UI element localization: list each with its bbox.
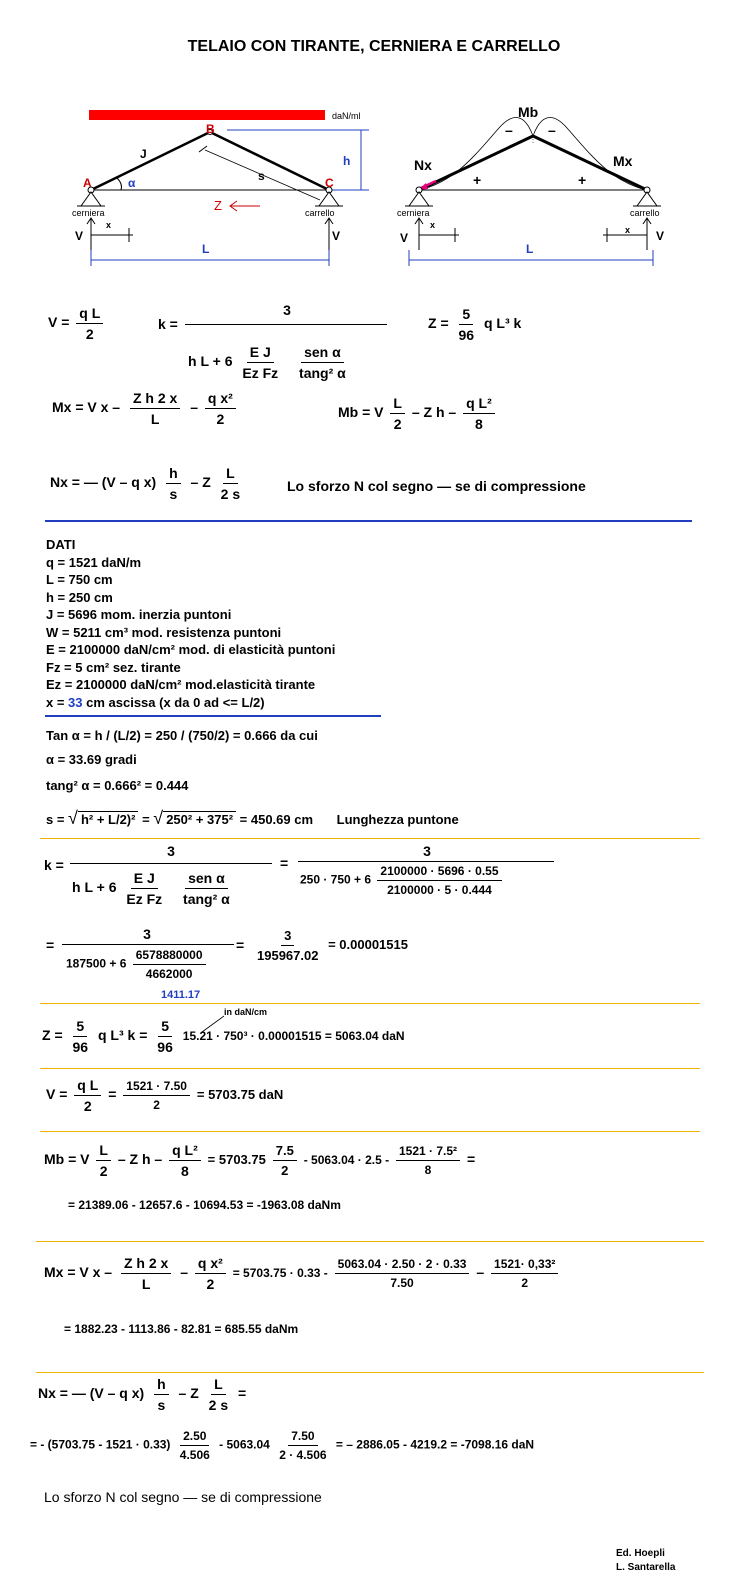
mb-calc: Mb = V $\frac{L}{2}$ – Z h – $\frac{\text{q L²}}{8}$ = 5703.75 $\frac{7.5}{2}$ - 5063.04 · 2.5 - $\frac{\text{1521 · 7.5²}}{8}$ = — [44, 1142, 476, 1179]
nx-calc-v-f1n: 2.50 — [180, 1429, 209, 1446]
z-note: in daN/cm — [224, 1007, 268, 1017]
v-calc-lhs: V = — [46, 1086, 72, 1103]
formula-k-lhs: k = — [158, 316, 178, 332]
nx-calc-f1n: h — [154, 1376, 169, 1395]
k1-sen: sen α — [185, 870, 228, 889]
formula-Mx-f1n: Z h 2 x — [130, 390, 180, 409]
mx-calc-f1n: Z h 2 x — [121, 1255, 171, 1274]
support-right-label-2: carrello — [630, 208, 660, 218]
formula-V — [48, 305, 106, 342]
formula-Mb-lhs: Mb = V — [338, 404, 384, 421]
mx-calc-lhs: Mx = V x – — [44, 1264, 113, 1281]
mx-calc: Mx = V x – $\frac{\text{Z h 2 x}}{L}$ – $\frac{\text{q x²}}{2}$ = 5703.75 · 0.33 - $\frac{5063.04 \cdot 2.50 \cdot 2 \cdot 0.33}{7.50}$ – $\frac{\text{1521· 0,33²}}{2}$ — [44, 1255, 561, 1292]
z-calc-den-2: 96 — [157, 1039, 173, 1055]
L-label-2: L — [526, 242, 534, 256]
mx-calc-v-f1d: 7.50 — [390, 1276, 414, 1290]
credits-author: L. Santarella — [616, 1562, 676, 1573]
sign-note: Lo sforzo N col segno — se di compressione — [287, 478, 586, 494]
credits — [616, 1547, 675, 1575]
k2-num: 3 — [423, 843, 431, 859]
k2-den — [300, 864, 505, 897]
nx-calc-val1: = - (5703.75 - 1521 · 0.33) — [30, 1437, 171, 1452]
k1-den-pre: h L + 6 — [72, 879, 117, 896]
k3-note: 1411.17 — [161, 989, 201, 1001]
s-post: = 450.69 cm — [236, 812, 314, 827]
z-calc-num: 5 — [73, 1018, 87, 1037]
strut-BC — [210, 132, 329, 190]
k3-den — [66, 948, 209, 981]
dati-heading: DATI — [46, 537, 76, 552]
k4-fraction — [251, 928, 408, 963]
x-input-value[interactable]: 33 — [68, 694, 83, 710]
k4-num: 3 — [281, 928, 294, 946]
formula-Mx-f2d: 2 — [216, 411, 225, 427]
k1-den — [72, 870, 236, 907]
nx-calc-result: = – 2886.05 - 4219.2 = -7098.16 daN — [335, 1437, 535, 1452]
k4-den: 195967.02 — [257, 948, 319, 963]
formula-Mb-f2n: q L² — [463, 395, 495, 414]
v-calc-num: q L — [74, 1077, 101, 1096]
nx-calc-f2n: L — [211, 1376, 226, 1395]
mx-calc-f2d: 2 — [206, 1276, 215, 1292]
Z-label: Z — [214, 198, 222, 213]
h-label: h — [343, 154, 351, 168]
formula-Nx-lhs: Nx = — (V – q x) — [50, 474, 157, 491]
formula-V-num: q L — [76, 305, 103, 324]
formula-Z-num: 5 — [459, 306, 473, 325]
plus-right-label: + — [578, 172, 587, 188]
formula-Mx-lhs: Mx = V x – — [52, 399, 121, 416]
s-mid: = — [138, 812, 154, 827]
moment-diagram — [395, 100, 675, 270]
mb-calc-f2n: q L² — [169, 1142, 201, 1161]
mb-calc-v-f1n: 7.5 — [273, 1143, 297, 1161]
tang2-line: tang² α = 0.666² = 0.444 — [46, 778, 189, 793]
mx-calc-mid: – — [180, 1264, 189, 1281]
formula-Nx-f2d: 2 s — [220, 486, 241, 502]
mb-calc-v-f2d: 8 — [424, 1163, 432, 1177]
V-right-label: V — [332, 229, 341, 243]
k2-den-pre: 250 · 750 + 6 — [300, 872, 372, 887]
x-label: x — [106, 220, 112, 230]
k3-num: 3 — [143, 926, 151, 942]
x-left-label-2: x — [430, 220, 436, 230]
z-calc-lhs: Z = — [42, 1027, 67, 1044]
z-calc-rest: q L³ k — [97, 1027, 136, 1044]
k4-result: = 0.00001515 — [328, 936, 408, 952]
nx-calc-v-f1d: 4.506 — [179, 1448, 210, 1462]
dati-line: J = 5696 mom. inerzia puntoni — [46, 607, 232, 622]
formula-k-den — [188, 344, 352, 381]
dati-x-post: cm ascissa (x da 0 ad <= L/2) — [82, 694, 265, 710]
nx-calc-mid: – Z — [178, 1385, 199, 1402]
v-calc: V = $\frac{\text{q L}}{2}$ = $\frac{1521 \cdot 7.50}{2}$ = 5703.75 daN — [46, 1077, 284, 1114]
minus-right-label: – — [548, 122, 556, 138]
J-label: J — [140, 147, 147, 161]
V-left-label-2: V — [400, 231, 409, 245]
s-note: Lunghezza puntone — [336, 812, 459, 827]
formula-Mb-f1d: 2 — [393, 416, 402, 432]
alpha-label: α — [128, 176, 136, 190]
nx-calc-f2d: 2 s — [208, 1397, 229, 1413]
k2-inner-num: 2100000 · 5696 · 0.55 — [377, 864, 501, 881]
mb-calc-val2: - 5063.04 · 2.5 - — [303, 1153, 390, 1168]
k3-inner-num: 6578880000 — [133, 948, 206, 965]
z-calc: Z = $\frac{5}{96}$ q L³ k = $\frac{5}{96}$ 15.21 · 750³ · 0.00001515 = 5063.04 daN — [42, 1018, 405, 1055]
formula-Mb-f1n: L — [390, 395, 405, 414]
V-right-label-2: V — [656, 229, 665, 243]
s-pre: s = — [46, 812, 69, 827]
formula-k-sen: sen α — [301, 344, 344, 363]
mx-result: = 1882.23 - 1113.86 - 82.81 = 685.55 daNm — [64, 1322, 299, 1336]
v-calc-den-2: 2 — [153, 1098, 160, 1112]
roller-support — [319, 192, 339, 206]
mb-calc-f1d: 2 — [99, 1163, 108, 1179]
s-radicand-1: h² + L/2)² — [78, 811, 139, 827]
formula-Nx-f1n: h — [166, 465, 181, 484]
nx-calc-v-f2d: 2 · 4.506 — [279, 1448, 327, 1462]
dati-line: L = 750 cm — [46, 572, 113, 587]
mb-calc-v-f2n: 1521 · 7.5² — [396, 1144, 460, 1161]
nx-calc-values — [30, 1429, 534, 1462]
k2-inner-den: 2100000 · 5 · 0.444 — [387, 883, 492, 897]
k1-ezfz: Ez Fz — [126, 891, 163, 907]
dati-line: W = 5211 cm³ mod. resistenza puntoni — [46, 624, 282, 640]
v-calc-result: = 5703.75 daN — [196, 1087, 284, 1103]
formula-V-den: 2 — [85, 326, 94, 342]
nx-calc-v-f2n: 7.50 — [288, 1429, 317, 1446]
k3-den-pre: 187500 + 6 — [66, 956, 127, 971]
formula-Nx-f1d: s — [169, 486, 178, 502]
mb-calc-v-f1d: 2 — [281, 1163, 289, 1178]
formula-Z-den: 96 — [458, 327, 475, 343]
plus-left-label: + — [473, 172, 482, 188]
tan-line: Tan α = h / (L/2) = 250 / (750/2) = 0.666 da cui — [46, 728, 318, 743]
z-calc-den: 96 — [72, 1039, 89, 1055]
dati-x-line — [46, 694, 335, 712]
mx-calc-f2n: q x² — [195, 1255, 226, 1274]
mb-calc-val1: = 5703.75 — [207, 1152, 266, 1168]
formula-Mx-mid: – — [190, 399, 199, 416]
formula-k-ezfz: Ez Fz — [242, 365, 279, 381]
mb-calc-mid: – Z h – — [117, 1151, 163, 1168]
support-right-label: carrello — [305, 208, 335, 218]
formula-k-num: 3 — [283, 302, 291, 318]
page-title: TELAIO CON TIRANTE, CERNIERA E CARRELLO — [187, 38, 561, 55]
formula-V-lhs: V = — [48, 314, 74, 331]
dati-line: h = 250 cm — [46, 589, 113, 605]
k1-tang: tang² α — [183, 891, 230, 907]
s-label: s — [258, 169, 265, 183]
k-calc-lhs: k = — [44, 857, 64, 873]
x-right-label-2: x — [625, 225, 631, 235]
formula-k-tang: tang² α — [299, 365, 346, 381]
L-label: L — [202, 242, 210, 256]
formula-Nx-f2n: L — [223, 465, 238, 484]
formula-Mb — [338, 395, 498, 432]
mx-calc-v-f2n: 1521· 0,33² — [491, 1257, 558, 1274]
mx-calc-f1d: L — [141, 1276, 151, 1292]
mb-calc-f2d: 8 — [181, 1163, 189, 1179]
strut-AB — [91, 132, 210, 190]
Mb-label: Mb — [518, 104, 539, 120]
mx-calc-v-f2d: 2 — [521, 1276, 529, 1290]
load-unit-label: daN/ml — [332, 111, 361, 121]
mb-result: = 21389.06 - 12657.6 - 10694.53 = -1963.08 daNm — [68, 1198, 341, 1212]
dati-line: E = 2100000 daN/cm² mod. di elasticità puntoni — [46, 642, 336, 657]
formula-Mx-f2n: q x² — [205, 390, 236, 409]
formula-Z — [428, 306, 521, 343]
mb-calc-f1n: L — [96, 1142, 111, 1161]
frame-diagram — [55, 100, 385, 270]
dati-line: Fz = 5 cm² sez. tirante — [46, 659, 181, 675]
k3-inner-den: 4662000 — [145, 967, 193, 981]
dati-line: Ez = 2100000 daN/cm² mod.elasticità tirante — [46, 677, 316, 692]
dati-line: q = 1521 daN/m — [46, 554, 142, 570]
point-C-label: C — [325, 176, 334, 190]
nx-calc-val2: - 5063.04 — [219, 1437, 270, 1452]
k1-ej: E J — [131, 870, 158, 889]
formula-Z-lhs: Z = — [428, 315, 453, 332]
alpha-line: α = 33.69 gradi — [46, 752, 137, 767]
support-left-label-2: cerniera — [397, 208, 430, 218]
nx-calc-f1d: s — [157, 1397, 166, 1413]
Nx-label: Nx — [414, 157, 432, 173]
final-note: Lo sforzo N col segno — se di compressione — [44, 1489, 322, 1505]
formula-Nx-mid: – Z — [190, 474, 211, 491]
z-calc-num-2: 5 — [158, 1018, 172, 1037]
point-A-label: A — [83, 176, 92, 190]
formula-Mb-mid: – Z h – — [411, 404, 457, 421]
nx-calc-lhs: Nx = — (V – q x) — [38, 1385, 145, 1402]
minus-left-label: – — [505, 122, 513, 138]
mx-calc-val1: = 5703.75 · 0.33 - — [232, 1266, 328, 1281]
s-radicand-2: 250² + 375² — [163, 811, 236, 827]
z-calc-expr: 15.21 · 750³ · 0.00001515 = 5063.04 daN — [182, 1029, 405, 1044]
dati-x-pre: x = — [46, 694, 69, 710]
hinge-support — [81, 192, 101, 206]
point-B-label: B — [206, 122, 215, 136]
dati-block — [46, 536, 335, 711]
formula-k-den-pre: h L + 6 — [188, 353, 233, 370]
nx-calc: Nx = — (V – q x) $\frac{h}{s}$ – Z $\frac{L}{2 s}$ = — [38, 1376, 247, 1413]
V-left-label: V — [75, 229, 84, 243]
credits-publisher: Ed. Hoepli — [616, 1548, 665, 1559]
formula-Nx — [50, 465, 246, 502]
support-left-label: cerniera — [72, 208, 105, 218]
v-calc-num-2: 1521 · 7.50 — [123, 1079, 190, 1096]
s-line: s = √ h² + L/2)² = √ 250² + 375² = 450.69 cm Lunghezza puntone — [46, 808, 459, 828]
mb-calc-lhs: Mb = V — [44, 1151, 90, 1168]
k1-num: 3 — [167, 843, 175, 859]
mx-calc-v-f1n: 5063.04 · 2.50 · 2 · 0.33 — [335, 1257, 470, 1274]
formula-Mx-f1d: L — [150, 411, 160, 427]
distributed-load-bar — [89, 110, 325, 120]
Mx-label: Mx — [613, 153, 633, 169]
v-calc-den: 2 — [83, 1098, 92, 1114]
formula-Mx — [52, 390, 239, 427]
formula-k-ej: E J — [247, 344, 274, 363]
formula-Z-rest: q L³ k — [483, 315, 522, 332]
formula-Mb-f2d: 8 — [475, 416, 483, 432]
